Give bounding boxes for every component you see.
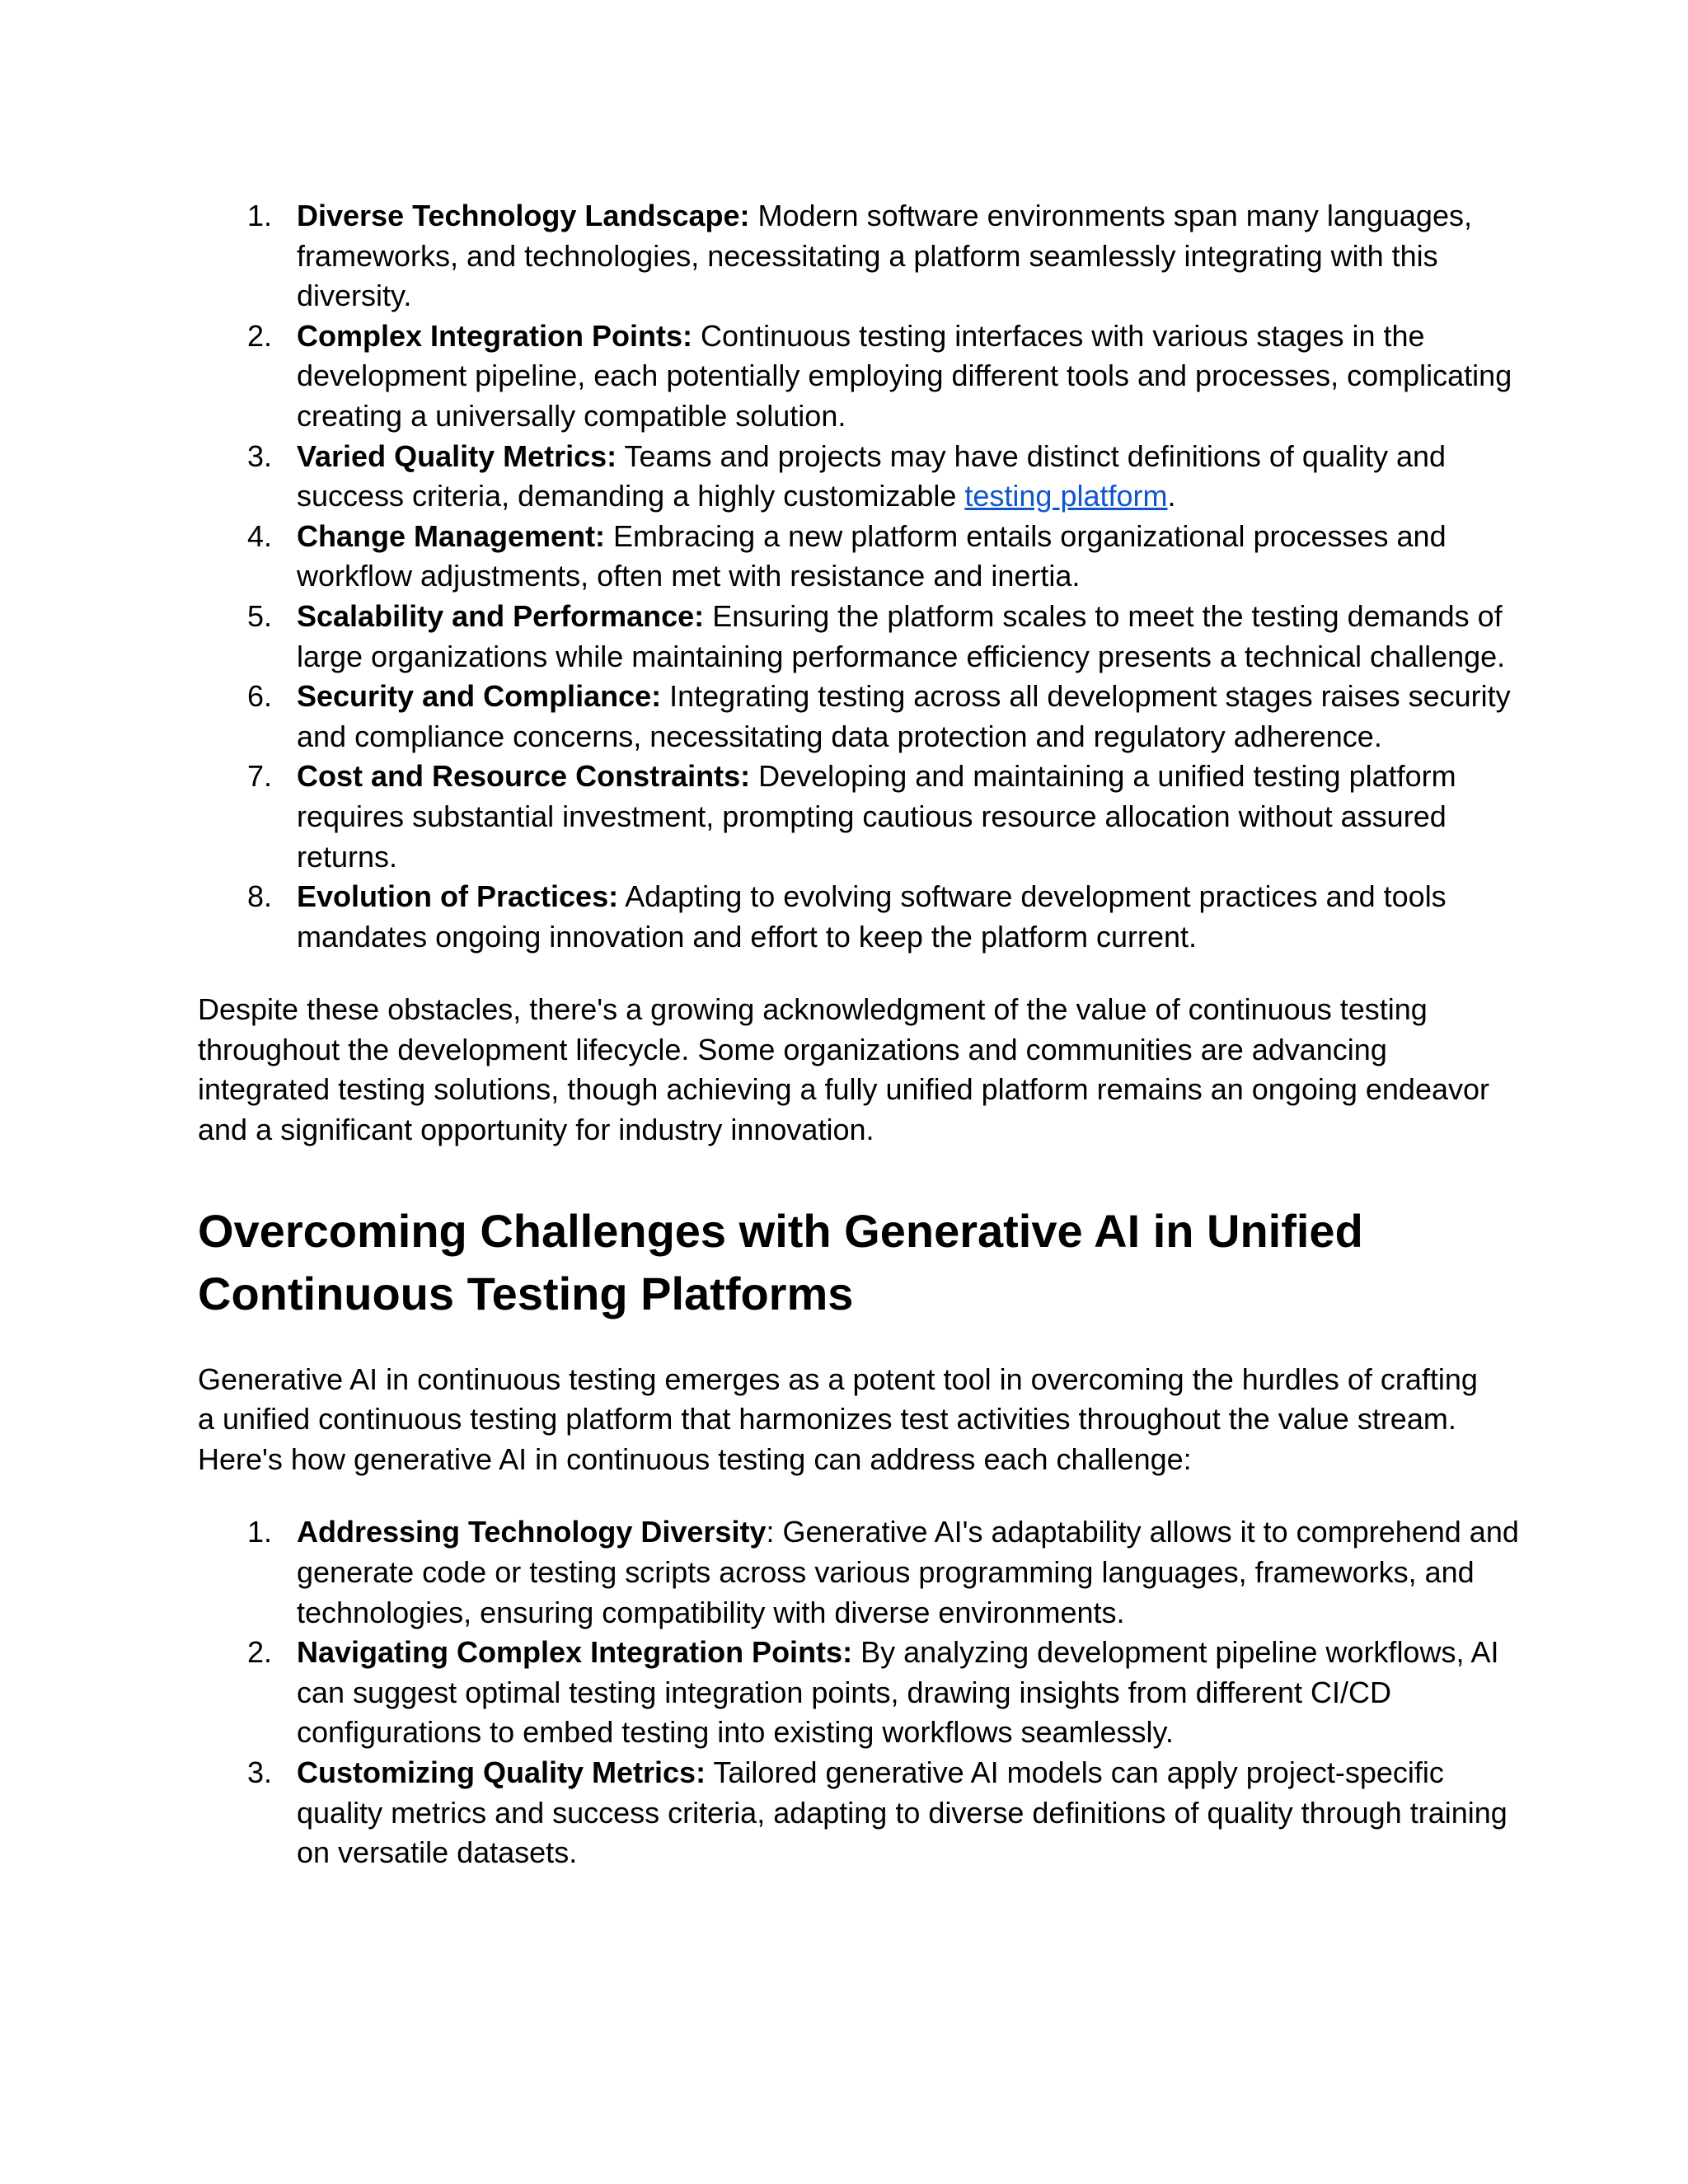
document-page — [198, 196, 1517, 1873]
list-item — [198, 677, 1533, 757]
list-item — [198, 757, 1533, 877]
list-item-text: Tailored generative AI models can apply project-specific quality metrics and success criteria, adapting to diverse definitions of quality through training on versatile datasets. — [297, 1755, 1507, 1870]
list-item-term: Scalability and Performance: — [297, 598, 705, 633]
list-number: 2. — [247, 1635, 273, 1670]
list-item-term: Varied Quality Metrics: — [297, 438, 617, 473]
list-item — [198, 877, 1533, 957]
list-item-term: Change Management: — [297, 518, 606, 553]
list-item — [198, 597, 1533, 677]
list-item-term: Navigating Complex Integration Points: — [297, 1635, 853, 1670]
list-item — [198, 517, 1533, 597]
list-item-text: Adapting to evolving software development practices and tools mandates ongoing innovation and effort to keep the platform current. — [297, 879, 1447, 954]
list-item-text: Continuous testing interfaces with various stages in the development pipeline, each potentially employing different tools and processes, complicating creating a universally compatible solution. — [297, 318, 1512, 433]
list-item — [198, 1512, 1533, 1633]
list-number: 6. — [247, 679, 273, 714]
list-number: 7. — [247, 759, 273, 794]
obstacles-paragraph: Despite these obstacles, there's a growing acknowledgment of the value of continuous testing throughout the development lifecycle. Some organizations and communities are advancing integrated testing solutions, though achieving a fully unified platform remains an ongoing endeavor and a significant opportunity for industry innovation. — [198, 992, 1490, 1147]
list-item — [198, 316, 1533, 437]
list-item-text: Embracing a new platform entails organizational processes and workflow adjustments, often met with resistance and inertia. — [297, 518, 1447, 593]
list-item — [198, 196, 1533, 316]
list-number: 3. — [247, 438, 273, 473]
list-item-text: : Generative AI's adaptability allows it to comprehend and generate code or testing scripts across various programming languages, frameworks, and technologies, ensuring compatibility with diverse environments. — [297, 1515, 1519, 1629]
list-number: 1. — [247, 1515, 273, 1549]
intro-paragraph: Generative AI in continuous testing emerges as a potent tool in overcoming the hurdles of crafting a unified continuous testing platform that harmonizes test activities throughout the value stream. Here's how generative AI in continuous testing can address each challenge: — [198, 1361, 1478, 1476]
list-number: 3. — [247, 1755, 273, 1789]
testing-platform-link[interactable]: testing platform — [964, 479, 1168, 513]
list-item — [198, 437, 1533, 517]
list-item-term: Security and Compliance: — [297, 679, 662, 714]
list-item-text: Teams and projects may have distinct definitions of quality and success criteria, demanding a highly customizable — [297, 438, 1447, 513]
list-item-term: Evolution of Practices: — [297, 879, 619, 914]
section-heading: Overcoming Challenges with Generative AI in Unified Continuous Testing Platforms — [198, 1204, 1363, 1319]
list-item-text: Ensuring the platform scales to meet the testing demands of large organizations while maintaining performance efficiency presents a technical challenge. — [297, 598, 1506, 673]
list-item-text: Developing and maintaining a unified testing platform requires substantial investment, prompting cautious resource allocation without assured returns. — [297, 759, 1456, 874]
list-item-text: Modern software environments span many languages, frameworks, and technologies, necessitating a platform seamlessly integrating with this diversity. — [297, 199, 1472, 313]
challenges-list — [198, 196, 1517, 957]
list-item-term: Complex Integration Points: — [297, 318, 693, 353]
list-item-term: Diverse Technology Landscape: — [297, 199, 750, 232]
solutions-list — [198, 1512, 1517, 1872]
list-number: 4. — [247, 518, 273, 553]
list-item-text-end: . — [1167, 479, 1176, 513]
list-item-term: Addressing Technology Diversity — [297, 1515, 767, 1549]
list-number: 5. — [247, 598, 273, 633]
list-number: 1. — [247, 199, 273, 232]
list-item — [198, 1753, 1533, 1873]
list-item-term: Cost and Resource Constraints: — [297, 759, 751, 794]
list-item — [198, 1633, 1533, 1753]
list-item-text: Integrating testing across all development stages raises security and compliance concerns, necessitating data protection and regulatory adherence. — [297, 679, 1511, 753]
list-item-term: Customizing Quality Metrics: — [297, 1755, 706, 1789]
list-number: 8. — [247, 879, 273, 914]
list-item-text: By analyzing development pipeline workflows, AI can suggest optimal testing integration points, drawing insights from different CI/CD configurations to embed testing into existing workflows seamlessly. — [297, 1635, 1499, 1750]
list-number: 2. — [247, 318, 273, 353]
